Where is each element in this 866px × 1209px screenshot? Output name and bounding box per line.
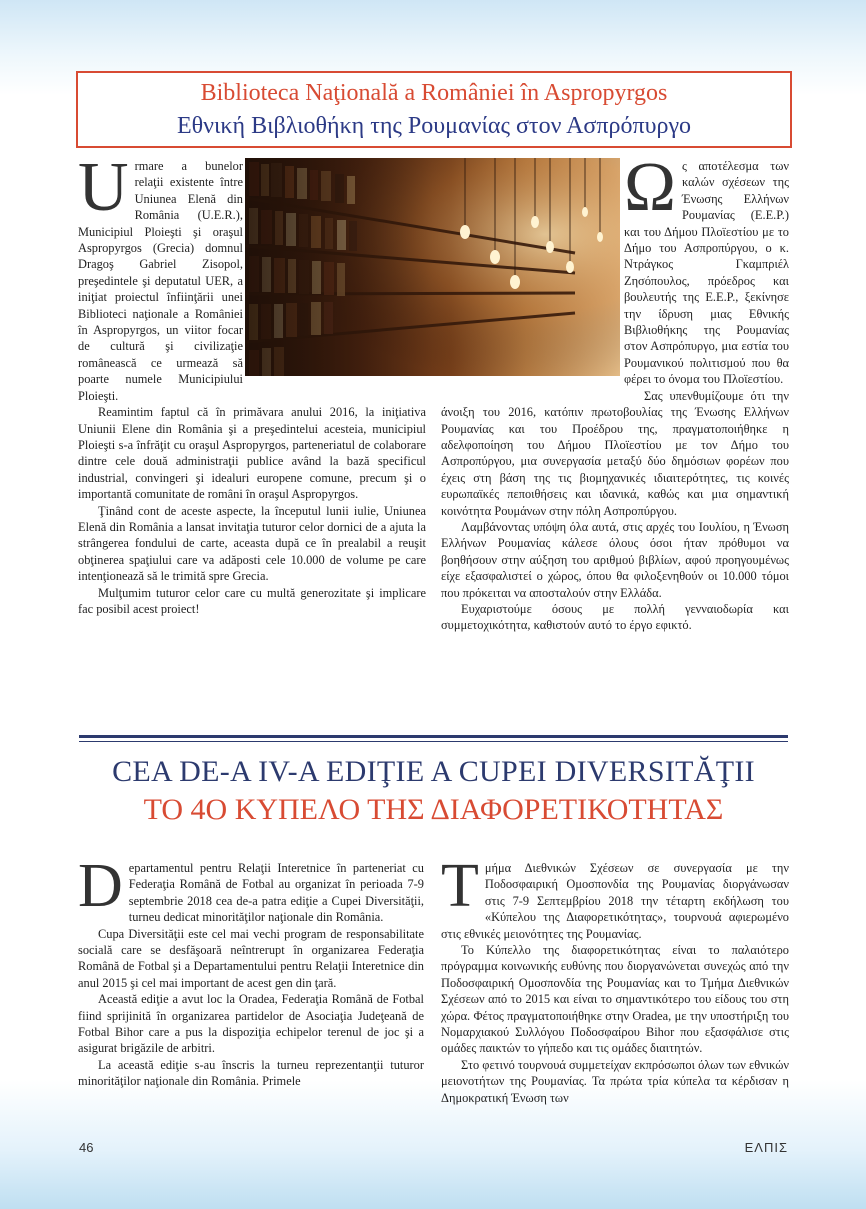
paragraph: Cupa Diversităţii este cel mai vechi program de responsabilitate socială care se desfăşoară neîntrerupt în organizarea Federaţia Română de Fotbal şi a Departamentului pentru Relaţii Interetnice din anul 2015 şi cel mai important de acest gen din ţară. bbox=[78, 926, 424, 990]
paragraph: Λαμβάνοντας υπόψη όλα αυτά, στις αρχές του Ιουλίου, η Ένωση Ελλήνων Ρουμανίας κάλεσε όλους όσοι ήταν πρόθυμοι να βοηθήσουν στην αύξηση του αριθμού βιβλίων, αφού προηγουμένως είχε εξασφαλιστεί ο χώρος, όπου θα φιλοξενηθούν οι 10.000 τόμοι που πρόκειται να αποσταλούν στην Ελλάδα. bbox=[441, 519, 789, 600]
paragraph: Ţinând cont de aceste aspecte, la începutul lunii iulie, Uniunea Elenă din România a lansat invitaţia tuturor celor dornici de a ajuta la strângerea fondului de carte, aceasta după ce în prealabil a reuşit obţinerea spaţiului care va adăposti cele 10.000 de volume pe care intenţionează să le trimită spre Grecia. bbox=[78, 503, 426, 584]
paragraph: Σας υπενθυμίζουμε ότι την άνοιξη του 2016, κατόπιν πρωτοβουλίας της Ένωσης Ελλήνων Ρουμανίας και του Προέδρου της, πραγματοποιήθηκε η αδελφοποίηση του Δήμου Πλοϊεστίου με τον Δήμο του Ασπροπύργου, μια συνεργασία μεταξύ δύο δημόσιων φορέων που έχεις στη βάση της τις βιομηχανικές ιδιαιτερότητες, τις κοινές ευρωπαϊκές πεποιθήσεις και ιδανικά, καθώς και μια σημαντική κοινότητα Ρουμάνων στην πόλη Ασπροπύργου. bbox=[441, 388, 789, 518]
article1-greek-column bbox=[441, 149, 789, 634]
magazine-name: ΕΛΠΙΣ bbox=[744, 1140, 788, 1155]
title-romanian: Biblioteca Naţională a României în Aspropyrgos bbox=[200, 80, 668, 106]
section-divider-thin bbox=[79, 741, 788, 742]
paragraph: ς αποτέλεσμα των καλών σχέσεων της Ένωσης Ελλήνων Ρουμανίας (Ε.Ε.Ρ.) και του Δήμου Πλοϊεστίου με το Δήμο του Ασπροπύργου, ο κ. Ντράγκος Γκαμπριέλ Ζησόπουλος, πρόεδρος και βουλευτής της Ε.Ε.Ρ., ξεκίνησε την ίδρυση μιας Εθνικής Βιβλιοθήκης της Ρουμανίας στον Ασπρόπυργο, μια εστία του Ρουμανικού πολιτισμού που θα φέρει το όνομα του Πλοϊεστίου. bbox=[624, 159, 789, 387]
article2-romanian-column bbox=[78, 852, 424, 1090]
paragraph: rmare a bunelor relaţii existente între Uniunea Elenă din România (U.E.R.), Municipiul Ploieşti şi oraşul Aspropyrgos (Grecia) domnul Dragoş Gabriel Zisopol, preşedintele şi deputatul UER, a iniţiat proiectul înfiinţării unei Biblioteci naţionale a României în Aspropyrgos, un viitor focar de cultură şi civilizaţie românească ce urmează să poarte numele Municipiului Ploieşti. bbox=[78, 159, 243, 403]
paragraph: Στο φετινό τουρνουά συμμετείχαν εκπρόσωποι όλων των εθνικών μειονοτήτων της Ρουμανίας. Τα πρώτα τρία κύπελα τα κέρδισαν η Δημοκρατική Ένωση των bbox=[441, 1057, 789, 1105]
paragraph: Το Κύπελλο της διαφορετικότητας είναι το παλαιότερο πρόγραμμα κοινωνικής ευθύνης που διοργανώνεται συνεχώς από την Ποδοσφαιρική Ομοσπονδία της Ρουμανίας και το Τμήμα Διεθνικών Σχέσεων από το 2015 και είναι το σημαντικότερο του είδους του στη χώρα. Φέτος πραγματοποιήθηκε στην Oradea, με την υποστήριξη του Νομαρχιακού Συλλόγου Ποδοσφαίρου Bihor που εξασφάλισε στις ομάδες παικτών το γήπεδο και τις ομάδες διαιτητών. bbox=[441, 943, 789, 1056]
dropcap: Ω bbox=[624, 149, 677, 226]
title-greek: Εθνική Βιβλιοθήκη της Ρουμανίας στον Ασπρόπυργο bbox=[176, 113, 692, 139]
dropcap: U bbox=[78, 149, 129, 226]
section-divider bbox=[79, 735, 788, 738]
article-title-box bbox=[76, 71, 792, 148]
paragraph: La această ediţie s-au înscris la turneu reprezentanţii tuturor minorităţilor naţionale din România. Primele bbox=[78, 1057, 424, 1089]
article1-romanian-column bbox=[78, 149, 426, 617]
photo-wrap-spacer bbox=[243, 158, 426, 382]
paragraph: μήμα Διεθνικών Σχέσεων σε συνεργασία με την Ποδοσφαιρική Ομοσπονδία της Ρουμανίας διοργάνωσαν στις 7-9 Σεπτεμβρίου 2018 την τέταρτη εκδήλωση του «Κύπελου της Διαφορετικότητας», τουρνουά αφιερωμένο στις εθνικές μειονότητες της Ρουμανίας. bbox=[441, 861, 789, 941]
paragraph: Reamintim faptul că în primăvara anului 2016, la iniţiativa Uniunii Elene din România şi a preşedintelui acesteia, municipiul Ploieşti s-a înfrăţit cu oraşul Aspropyrgos, parteneriatul de colaborare dintre cele două administraţii publice având la bază specificul industrial, convingeri şi idealuri europene comune, precum şi o importantă comunitate de români în oraşul Aspropyrgos. bbox=[78, 405, 426, 502]
heading-romanian: CEA DE-A IV-A EDIŢIE A CUPEI DIVERSITĂŢII bbox=[112, 755, 755, 788]
heading-greek: ΤΟ 4Ο ΚΥΠΕΛΟ ΤΗΣ ΔΙΑΦΟΡΕΤΙΚΟΤΗΤΑΣ bbox=[143, 793, 724, 826]
paragraph: Această ediţie a avut loc la Oradea, Federaţia Română de Fotbal fiind sprijinită în organizarea partidelor de Asociaţia Judeţeană de Fotbal Bihor care a pus la dispoziţia echipelor terenul de joc şi a asigurat brigăzile de arbitri. bbox=[78, 992, 424, 1056]
article2-greek-column bbox=[441, 852, 789, 1106]
photo-wrap-spacer bbox=[441, 158, 624, 388]
paragraph: epartamentul pentru Relaţii Interetnice în parteneriat cu Federaţia Română de Fotbal au organizat în perioada 7-9 septembrie 2018 cea de-a patra ediţie a Cupei Diversităţii, turneu dedicat minorităţilor naţionale din România. bbox=[128, 861, 424, 925]
paragraph: Mulţumim tuturor celor care cu multă generozitate şi implicare fac posibil acest proiect! bbox=[78, 585, 426, 616]
paragraph: Ευχαριστούμε όσους με πολλή γενναιοδωρία και συμμετοχικότητα, καθιστούν αυτό το έργο εφικτό. bbox=[441, 601, 789, 633]
dropcap: T bbox=[441, 852, 479, 920]
page-number: 46 bbox=[79, 1140, 94, 1155]
dropcap: D bbox=[78, 852, 123, 920]
